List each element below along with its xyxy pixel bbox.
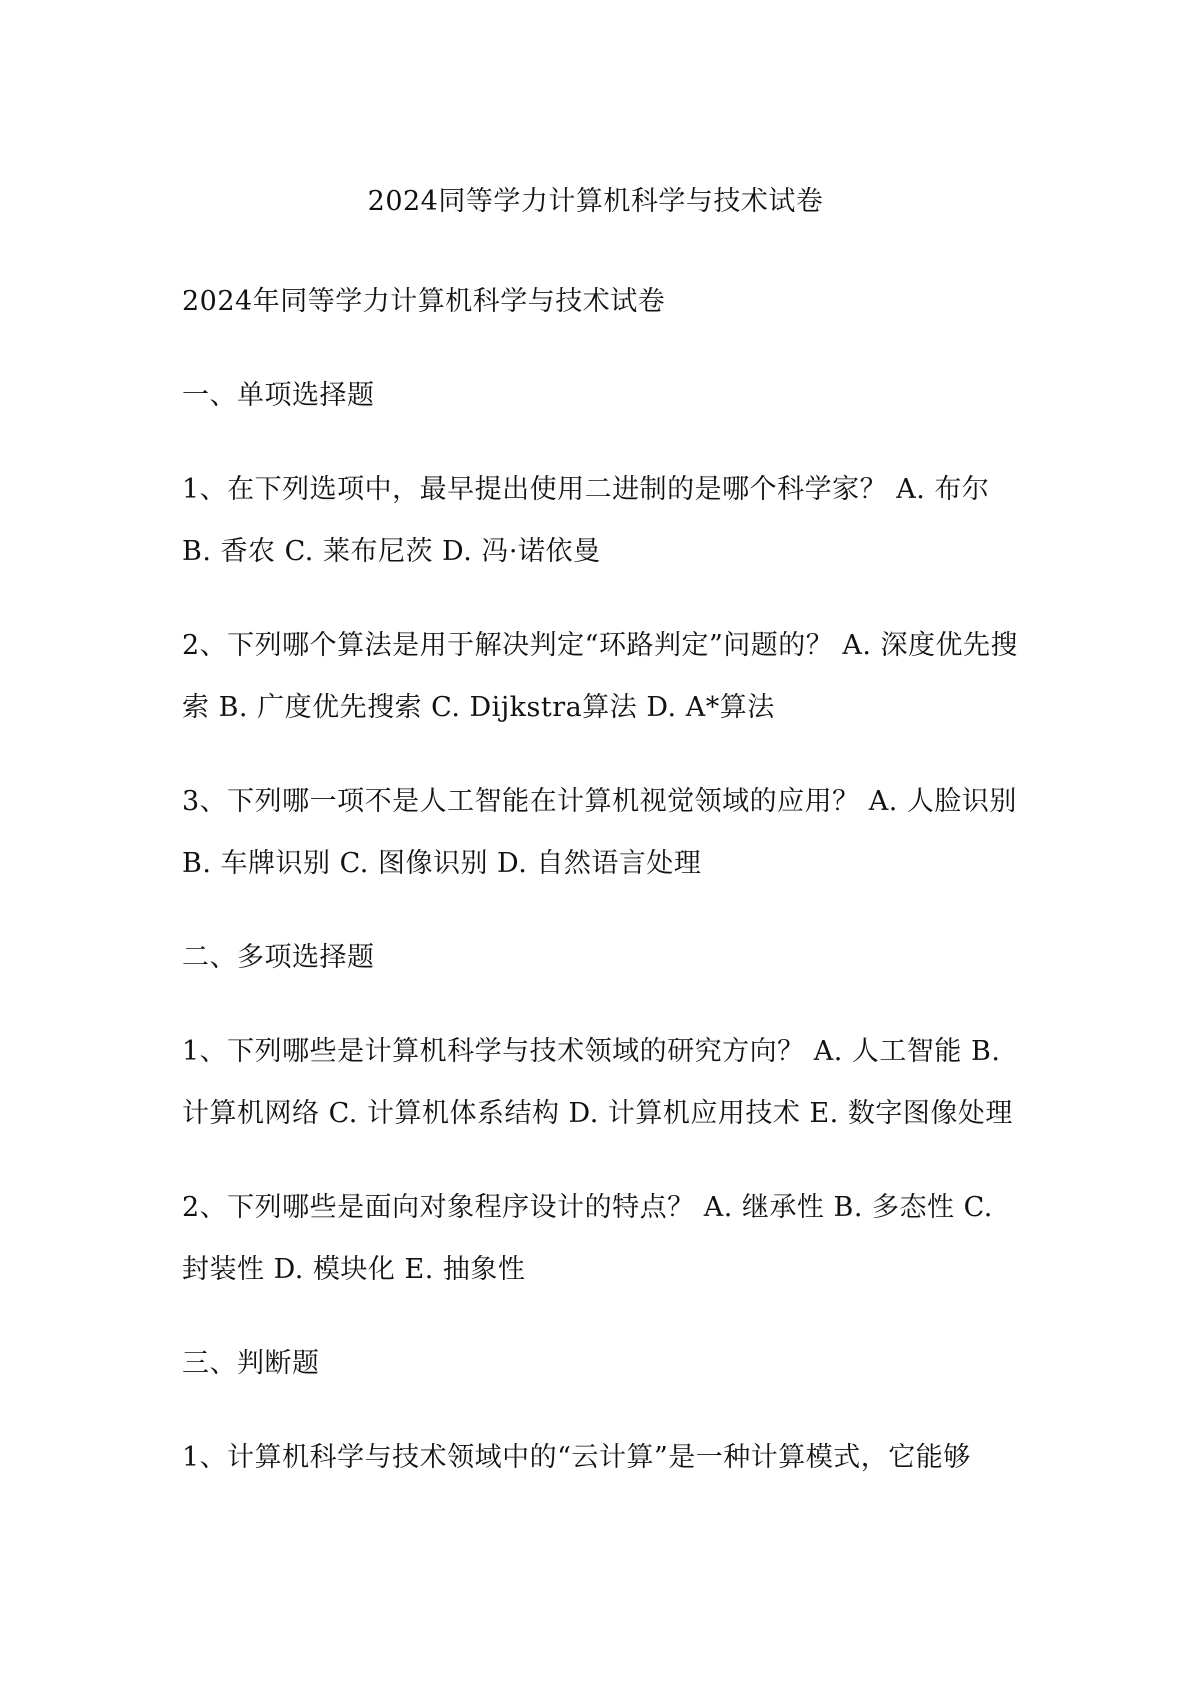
document-body — [182, 271, 1024, 1521]
question-single-3: 3、下列哪一项不是人工智能在计算机视觉领域的应用？ A. 人脸识别 B. 车牌识别 C. 图像识别 D. 自然语言处理 — [182, 786, 1017, 879]
question-single-2: 2、下列哪个算法是用于解决判定“环路判定”问题的？ A. 深度优先搜索 B. 广度优先搜索 C. Dijkstra算法 D. A*算法 — [182, 630, 1019, 723]
question-multiple-2: 2、下列哪些是面向对象程序设计的特点？ A. 继承性 B. 多态性 C. 封装性 D. 模块化 E. 抽象性 — [182, 1192, 993, 1285]
question-true-false-1: 1、计算机科学与技术领域中的“云计算”是一种计算模式，它能够 — [182, 1442, 971, 1473]
question-multiple-1: 1、下列哪些是计算机科学与技术领域的研究方向？ A. 人工智能 B. 计算机网络 C. 计算机体系结构 D. 计算机应用技术 E. 数字图像处理 — [182, 1036, 1013, 1129]
section-heading-single-choice: 一、单项选择题 — [182, 380, 375, 411]
section-heading-multiple-choice: 二、多项选择题 — [182, 942, 375, 973]
question-single-1: 1、在下列选项中，最早提出使用二进制的是哪个科学家？ A. 布尔 B. 香农 C. 莱布尼茨 D. 冯·诺依曼 — [182, 474, 990, 567]
section-heading-true-false: 三、判断题 — [182, 1348, 320, 1379]
document-title: 2024同等学力计算机科学与技术试卷 — [367, 186, 824, 217]
paragraph-subtitle: 2024年同等学力计算机科学与技术试卷 — [182, 286, 666, 317]
